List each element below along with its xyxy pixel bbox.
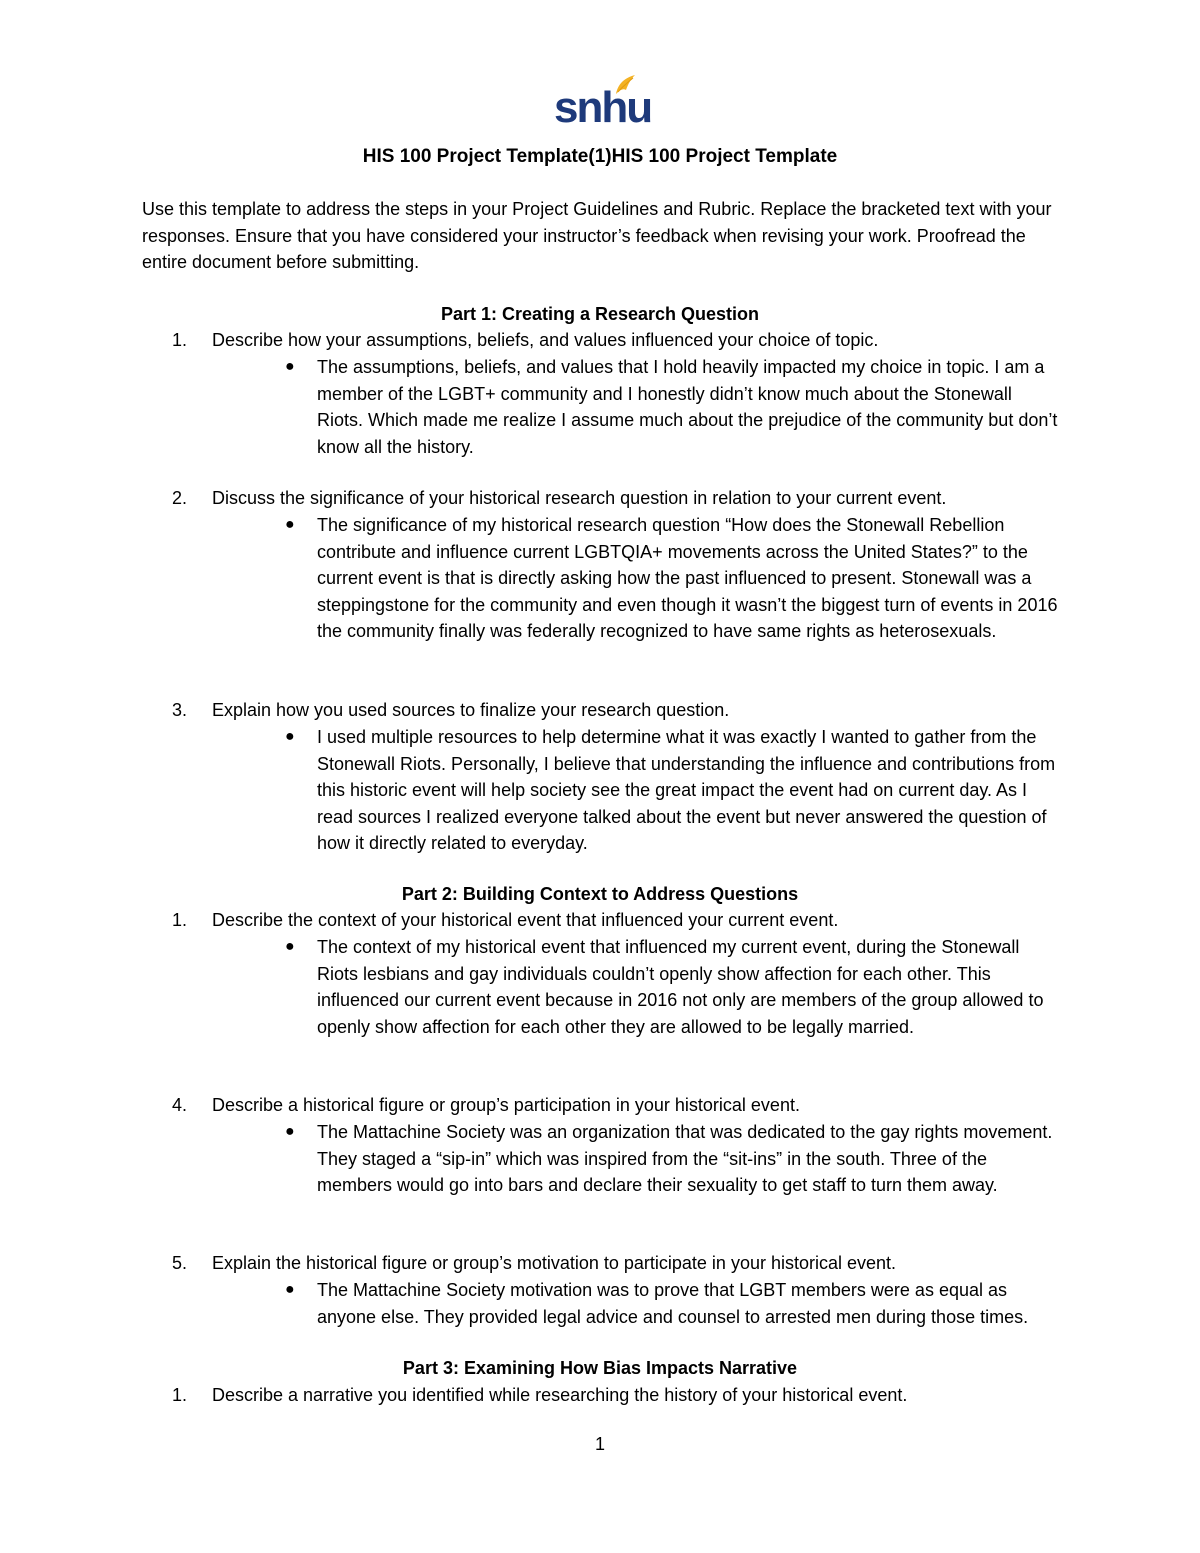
bullet-icon: ● xyxy=(285,728,295,745)
question-text: Describe a narrative you identified while researching the history of your historical event. xyxy=(212,1385,908,1405)
part2-answer-1 xyxy=(285,934,1062,1040)
part1-heading: Part 1: Creating a Research Question xyxy=(440,304,760,324)
question-text: Describe how your assumptions, beliefs, and values influenced your choice of topic. xyxy=(212,330,879,350)
question-text: Describe the context of your historical event that influenced your current event. xyxy=(212,910,839,930)
question-number: 4. xyxy=(172,1095,188,1115)
logo-wordmark: snhu xyxy=(554,83,652,132)
answer-text: The significance of my historical research question “How does the Stonewall Rebellion contribute and influence current LGBTQIA+ movements across the United States?” to the current event is that is directly asking how the past influenced to present. Stonewall was a steppingstone for the community and even though it wasn’t the biggest turn of events in 2016 the community finally was federally recognized to have same rights as heterosexuals. xyxy=(317,515,1058,641)
question-text: Explain how you used sources to finalize your research question. xyxy=(212,700,730,720)
bullet-icon: ● xyxy=(285,358,295,375)
answer-text: The context of my historical event that influenced my current event, during the Stonewall Riots lesbians and gay individuals couldn’t openly show affection for each other. This influenced our current event because in 2016 not only are members of the group allowed to openly show affection for each other they are allowed to be legally married. xyxy=(317,937,1044,1037)
part2-heading: Part 2: Building Context to Address Questions xyxy=(401,884,799,904)
part3-heading: Part 3: Examining How Bias Impacts Narrative xyxy=(402,1358,798,1378)
answer-text: I used multiple resources to help determine what it was exactly I wanted to gather from the Stonewall Riots. Personally, I believe that understanding the influence and contributions from this historic event will help society see the great impact the event had on current day. As I read sources I realized everyone talked about the event but never answered the question of how it directly related to everyday. xyxy=(317,727,1056,853)
question-text: Describe a historical figure or group’s participation in your historical event. xyxy=(212,1095,800,1115)
bullet-icon: ● xyxy=(285,1123,295,1140)
part1-answer-3 xyxy=(285,724,1062,857)
question-number: 3. xyxy=(172,700,188,720)
document-title: HIS 100 Project Template(1)HIS 100 Project Template xyxy=(362,146,838,167)
question-text: Explain the historical figure or group’s motivation to participate in your historical event. xyxy=(212,1253,897,1273)
bullet-icon: ● xyxy=(285,516,295,533)
question-number: 2. xyxy=(172,488,188,508)
question-number: 1. xyxy=(172,330,188,350)
bullet-icon: ● xyxy=(285,938,295,955)
question-number: 1. xyxy=(172,910,188,930)
answer-text: The assumptions, beliefs, and values that I hold heavily impacted my choice in topic. I am a member of the LGBT+ community and I honestly didn’t know much about the Stonewall Riots. Which made me realize I assume much about the prejudice of the community but don’t know all the history. xyxy=(317,357,1058,457)
answer-text: The Mattachine Society motivation was to prove that LGBT members were as equal as anyone else. They provided legal advice and counsel to arrested men during those times. xyxy=(317,1280,1029,1327)
intro-paragraph: Use this template to address the steps in your Project Guidelines and Rubric. Replace the bracketed text with your responses. Ensure that you have considered your instructor’s feedback when revising your work. Proofread the entire document before submitting. xyxy=(142,199,1052,272)
part1-answer-1 xyxy=(285,354,1062,460)
part2-answer-5 xyxy=(285,1277,1062,1330)
bullet-icon: ● xyxy=(285,1281,295,1298)
question-number: 1. xyxy=(172,1385,188,1405)
question-number: 5. xyxy=(172,1253,188,1273)
question-text: Discuss the significance of your historical research question in relation to your current event. xyxy=(212,488,947,508)
answer-text: The Mattachine Society was an organization that was dedicated to the gay rights movement. They staged a “sip-in” which was inspired from the “sit-ins” in the south. Three of the members would go into bars and declare their sexuality to get staff to turn them away. xyxy=(317,1122,1053,1195)
part1-answer-2 xyxy=(285,512,1062,645)
snhu-logo xyxy=(554,74,652,132)
part2-answer-4 xyxy=(285,1119,1062,1199)
page-number: 1 xyxy=(594,1434,605,1454)
